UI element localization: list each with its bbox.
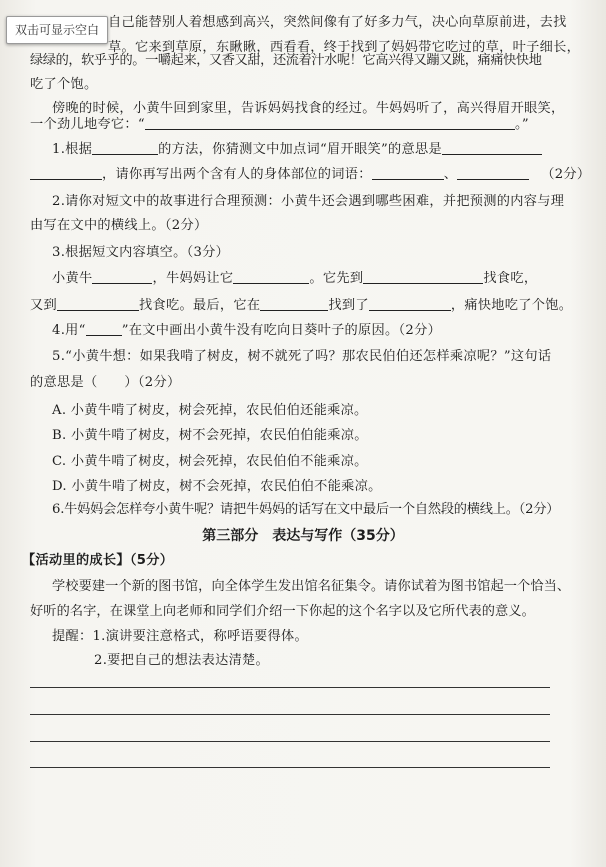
q1-text-b: 的方法，你猜测文中加点词“眉开眼笑”的意思是 xyxy=(158,142,443,157)
q1-text-c: ，请你再写出两个含有人的身体部位的词语： xyxy=(102,167,372,182)
option-a[interactable]: A. 小黄牛啃了树皮，树会死掉，农民伯伯还能乘凉。 xyxy=(52,403,368,418)
writing-line-3[interactable] xyxy=(30,741,550,742)
question-1-line-1 xyxy=(52,141,542,159)
q1-score: （2分） xyxy=(541,167,591,182)
praise-lead: 一个劲儿地夸它：“ xyxy=(30,117,145,132)
part-3-title: 第三部分 表达与写作（35分） xyxy=(202,528,404,544)
story-line-1: 自己能替别人着想感到高兴，突然间像有了好多力气，决心向草原前进，去找 xyxy=(108,15,567,30)
q1-separator: 、 xyxy=(443,167,458,182)
question-5-line-1: 5.“小黄牛想：如果我啃了树皮，树不就死了吗？那农民伯伯还怎样乘凉呢？”这句话 xyxy=(52,349,552,364)
praise-end: 。” xyxy=(514,117,529,132)
activity-section-heading: 【活动里的成长】（5分） xyxy=(22,553,174,568)
q3-blank-5[interactable] xyxy=(260,297,328,311)
task-line-2: 好听的名字，在课堂上向老师和同学们介绍一下你起的这个名字以及它所代表的意义。 xyxy=(30,604,535,619)
option-d[interactable]: D. 小黄牛啃了树皮，树不会死掉，农民伯伯不能乘凉。 xyxy=(52,479,382,494)
q3-text-d: 找食吃， xyxy=(483,271,538,286)
question-3-line-1 xyxy=(52,270,537,288)
q1-word-blank-2[interactable] xyxy=(457,166,529,180)
question-3: 3.根据短文内容填空。（3分） xyxy=(52,245,230,260)
story-line-4: 吃了个饱。 xyxy=(30,77,98,92)
tip-2: 2.要把自己的想法表达清楚。 xyxy=(94,653,270,668)
q4-text-b: ”在文中画出小黄牛没有吃向日葵叶子的原因。（2分） xyxy=(121,323,442,338)
story-line-6 xyxy=(30,116,529,134)
q3-blank-3[interactable] xyxy=(363,270,483,284)
praise-blank[interactable] xyxy=(145,116,515,130)
q3-blank-2[interactable] xyxy=(233,270,309,284)
story-line-2: 草。它来到草原，东瞅瞅，西看看，终于找到了妈妈带它吃过的草，叶子细长， xyxy=(108,40,581,55)
q1-word-blank-1[interactable] xyxy=(372,166,444,180)
q1-meaning-blank-cont[interactable] xyxy=(30,166,102,180)
question-2-line-2: 由写在文中的横线上。（2分） xyxy=(30,218,208,233)
q4-text-a: 4.用“ xyxy=(52,323,86,338)
q3-blank-6[interactable] xyxy=(369,297,451,311)
q3-blank-4[interactable] xyxy=(57,297,139,311)
question-1-line-2 xyxy=(30,166,590,184)
writing-line-1[interactable] xyxy=(30,687,550,688)
q3-text-g: 找到了 xyxy=(328,298,369,313)
question-6: 6.牛妈妈会怎样夸小黄牛呢？请把牛妈妈的话写在文中最后一个自然段的横线上。（2分） xyxy=(52,502,560,517)
q3-text-f: 找食吃。最后，它在 xyxy=(138,298,261,313)
option-b[interactable]: B. 小黄牛啃了树皮，树不会死掉，农民伯伯能乘凉。 xyxy=(52,428,368,443)
q3-text-a: 小黄牛 xyxy=(52,271,93,286)
task-line-1: 学校要建一个新的图书馆，向全体学生发出馆名征集令。请你试着为图书馆起一个恰当、 xyxy=(52,579,571,594)
q3-text-c: 。它先到 xyxy=(309,271,364,286)
q3-text-b: ，牛妈妈让它 xyxy=(152,271,234,286)
writing-line-4[interactable] xyxy=(30,767,550,768)
question-2-line-1: 2.请你对短文中的故事进行合理预测：小黄牛还会遇到哪些困难，并把预测的内容与理 xyxy=(52,194,565,209)
q1-text-a: 1.根据 xyxy=(52,142,93,157)
q3-text-h: ，痛快地吃了个饱。 xyxy=(450,298,573,313)
show-blank-hint-button[interactable]: 双击可显示空白 xyxy=(6,16,108,44)
question-3-line-2 xyxy=(30,297,572,315)
q3-text-e: 又到 xyxy=(30,298,57,313)
q4-underline-sample xyxy=(86,322,122,336)
q1-method-blank[interactable] xyxy=(92,141,158,155)
story-line-5: 傍晚的时候，小黄牛回到家里，告诉妈妈找食的经过。牛妈妈听了，高兴得眉开眼笑， xyxy=(52,101,565,116)
story-line-3: 绿绿的，软乎乎的。一嚼起来，又香又甜，还流着汁水呢！它高兴得又蹦又跳，痛痛快快地 xyxy=(30,53,542,68)
writing-line-2[interactable] xyxy=(30,714,550,715)
option-c[interactable]: C. 小黄牛啃了树皮，树会死掉，农民伯伯不能乘凉。 xyxy=(52,454,368,469)
q1-meaning-blank[interactable] xyxy=(442,141,542,155)
tip-1: 提醒：1.演讲要注意格式，称呼语要得体。 xyxy=(52,629,308,644)
q3-blank-1[interactable] xyxy=(92,270,152,284)
question-4 xyxy=(52,322,441,340)
question-5-line-2: 的意思是（ ）（2分） xyxy=(30,375,181,390)
